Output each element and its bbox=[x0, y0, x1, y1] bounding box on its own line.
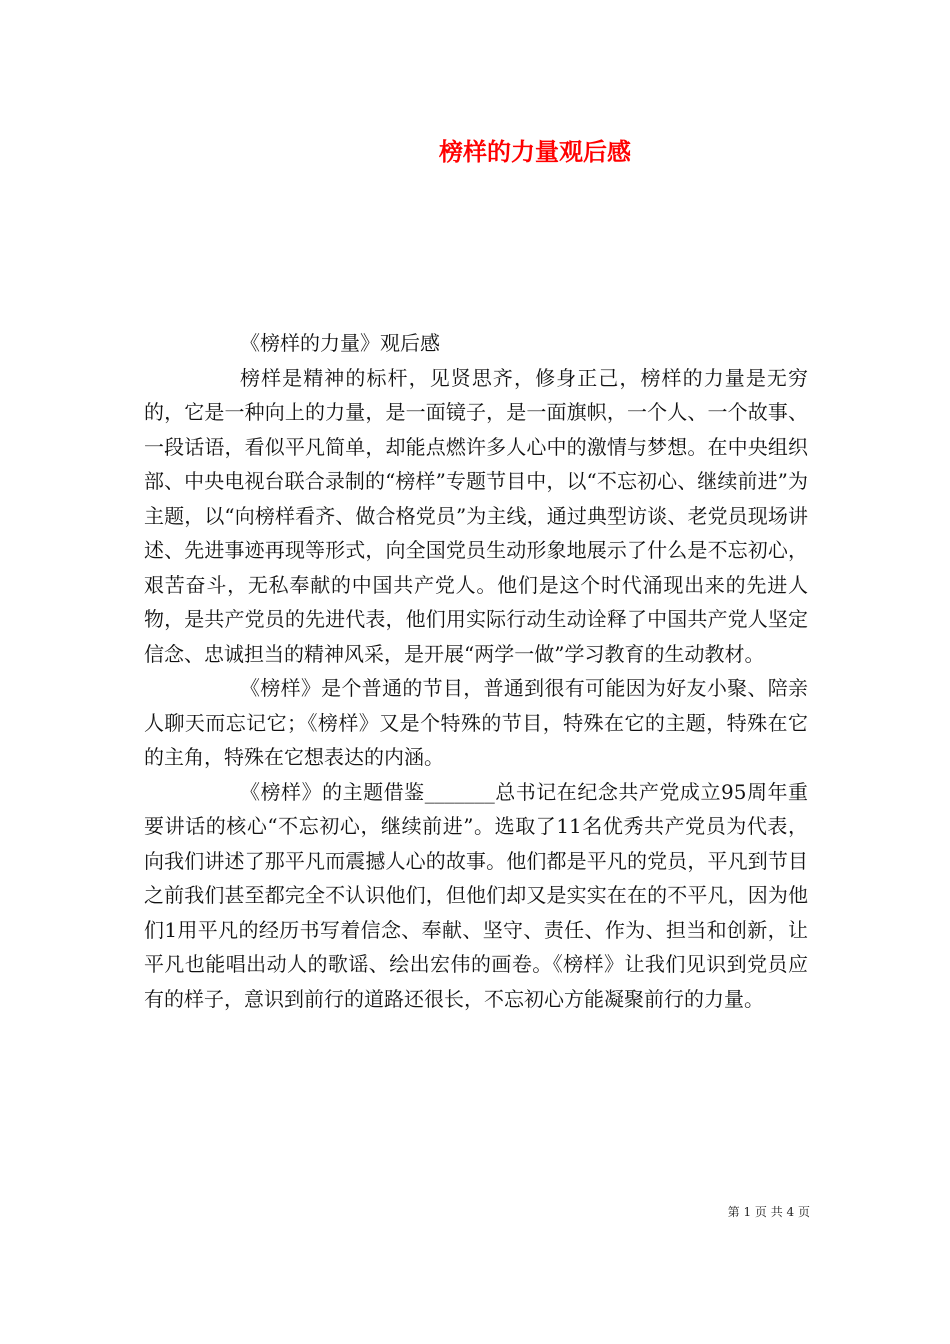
page-number-footer: 第 1 页 共 4 页 bbox=[727, 1205, 810, 1219]
document-body bbox=[144, 326, 808, 1016]
paragraph-3: 《榜样》的主题借鉴_______总书记在纪念共产党成立95周年重要讲话的核心“不忘初心，继续前进”。选取了11名优秀共产党员为代表，向我们讲述了那平凡而震撼人心的故事。他们都是平凡的党员，平凡到节目之前我们甚至都完全不认识他们，但他们却又是实实在在的不平凡，因为他们1用平凡的经历书写着信念、奉献、坚守、责任、作为、担当和创新，让平凡也能唱出动人的歌谣、绘出宏伟的画卷。《榜样》让我们见识到党员应有的样子，意识到前行的道路还很长，不忘初心方能凝聚前行的力量。 bbox=[144, 779, 808, 1011]
paragraph-1: 榜样是精神的标杆，见贤思齐，修身正己，榜样的力量是无穷的，它是一种向上的力量，是一面镜子，是一面旗帜，一个人、一个故事、一段话语，看似平凡简单，却能点燃许多人心中的激情与梦想。在中央组织部、中央电视台联合录制的“榜样”专题节目中，以“不忘初心、继续前进”为主题，以“向榜样看齐、做合格党员”为主线，通过典型访谈、老党员现场讲述、先进事迹再现等形式，向全国党员生动形象地展示了什么是不忘初心，艰苦奋斗，无私奉献的中国共产党人。他们是这个时代涌现出来的先进人物，是共产党员的先进代表，他们用实际行动生动诠释了中国共产党人坚定信念、忠诚担当的精神风采，是开展“两学一做”学习教育的生动教材。 bbox=[144, 365, 808, 666]
document-title: 榜样的力量观后感 bbox=[439, 137, 631, 166]
paragraph-2: 《榜样》是个普通的节目，普通到很有可能因为好友小聚、陪亲人聊天而忘记它；《榜样》又是个特殊的节目，特殊在它的主题，特殊在它的主角，特殊在它想表达的内涵。 bbox=[144, 676, 808, 769]
document-subheading: 《榜样的力量》观后感 bbox=[240, 331, 440, 355]
